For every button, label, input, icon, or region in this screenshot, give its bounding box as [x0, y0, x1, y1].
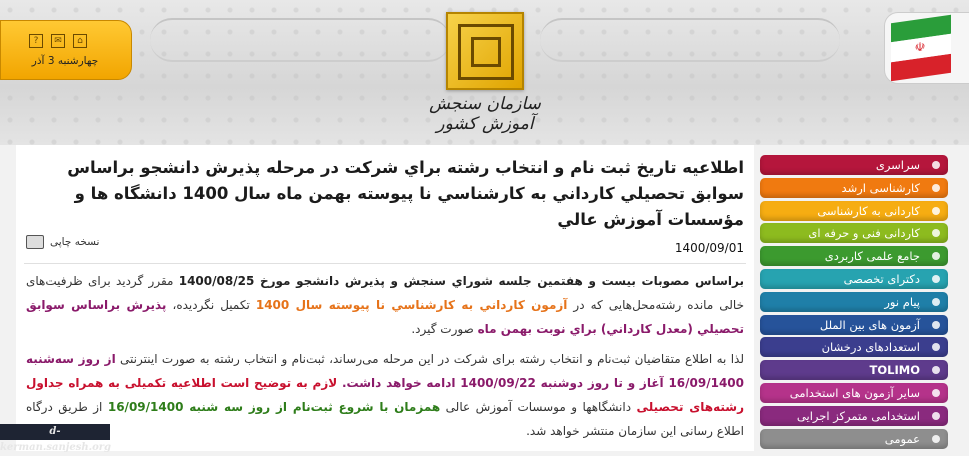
bullet-icon [932, 184, 940, 192]
quick-links [29, 34, 87, 48]
print-label: نسخه چاپی [50, 236, 100, 248]
menu-item-talents[interactable] [760, 337, 948, 357]
menu-item-central-employment[interactable] [760, 406, 948, 426]
menu-item-label: استخدامی متمرکز اجرایی [796, 408, 920, 423]
logo-emblem-inner [471, 37, 501, 67]
article-paragraph-2 [26, 347, 744, 443]
help-icon[interactable]: ? [29, 34, 43, 48]
bullet-icon [932, 366, 940, 374]
menu-item-general[interactable] [760, 429, 948, 449]
bullet-icon [932, 298, 940, 306]
mail-icon[interactable]: ✉ [51, 34, 65, 48]
p1-exam-name: آزمون كارداني به كارشناسي نا پيوسته سال 1400 [255, 298, 568, 312]
p2-text-2: دانشگاهها و موسسات آموزش عالی [440, 400, 637, 414]
menu-item-employment-exams[interactable] [760, 383, 948, 403]
p2-registration-dates: از روز سه‌شنبه 16/09/1400 آغاز و تا روز دوشنبه 1400/09/22 ادامه خواهد داشت. [26, 352, 744, 390]
menu-item-label: کاردانی فنی و حرفه ای [808, 226, 920, 241]
bullet-icon [932, 321, 940, 329]
menu-item-label: سراسری [875, 158, 920, 172]
bullet-icon [932, 207, 940, 215]
menu-item-doctorate[interactable] [760, 269, 948, 289]
menu-item-kardani-karshenasi[interactable] [760, 201, 948, 221]
flag-panel [884, 12, 969, 84]
p2-text-3: از طریق درگاه اطلاع رسانی این سازمان منتشر خواهد شد. [26, 400, 744, 438]
menu-item-label: آزمون های بین الملل [819, 317, 920, 332]
logo-emblem-icon [458, 24, 514, 80]
menu-item-arshad[interactable] [760, 178, 948, 198]
p2-notice: لازم به توضیح است اطلاعیه تکمیلی به همراه جداول رشته‌های تحصیلی [26, 376, 745, 414]
article-title: اطلاعيه تاريخ ثبت نام و انتخاب رشته براي شركت در مرحله پذيرش دانشجو براساس سوابق تحصيلي كارداني به كارشناسي نا پيوسته بهمن ماه سال 1400 دانشگاه ها و مؤسسات آموزش عالي [67, 158, 744, 229]
menu-item-elmi-karbordi[interactable] [760, 246, 948, 266]
p1-text-2: تکمیل نگردیده، [166, 298, 256, 312]
bullet-icon [932, 252, 940, 260]
news-article [16, 145, 754, 451]
exam-menu [760, 155, 948, 451]
home-icon[interactable]: ⌂ [73, 34, 87, 48]
article-date: 1400/09/01 [674, 241, 744, 255]
menu-item-tolimo[interactable] [760, 360, 948, 380]
menu-item-label: پیام نور [884, 294, 920, 309]
menu-item-label: استعدادهای درخشان [821, 340, 920, 355]
menu-item-label: جامع علمی کاربردی [824, 249, 920, 264]
header-ornament-right [540, 18, 840, 62]
menu-item-payam-noor[interactable] [760, 292, 948, 312]
menu-item-label: کاردانی به کارشناسی [817, 203, 920, 218]
menu-item-label: دکترای تخصصی [843, 271, 920, 286]
organization-name: سازمان سنجش آموزش کشور [429, 94, 541, 134]
iran-flag-icon: ☫ [891, 15, 951, 81]
bullet-icon [932, 161, 940, 169]
p1-admission: پذيرش براساس سوابق تحصيلي (معدل كارداني) براي نوبت بهمن ماه [26, 298, 744, 336]
bullet-icon [932, 435, 940, 443]
print-link[interactable] [26, 235, 99, 249]
p1-text-3: صورت گیرد. [411, 322, 478, 336]
current-date: چهارشنبه 3 آذر [31, 55, 99, 67]
bullet-icon [932, 229, 940, 237]
info-panel [0, 20, 132, 80]
site-domain-badge[interactable]: d-kerman.sanjesh.org [0, 426, 112, 453]
menu-item-sarasari[interactable] [760, 155, 948, 175]
p2-start-date: همزمان با شروع ثبت‌نام از روز سه شنبه 16/09/1400 [107, 400, 441, 414]
menu-item-international[interactable] [760, 315, 948, 335]
menu-item-label: سایر آزمون های استخدامی [789, 385, 920, 400]
p1-text: مقرر گردید برای ظرفیت‌های خالی مانده رشته‌محل‌هایی که در [26, 274, 745, 312]
bullet-icon [932, 343, 940, 351]
header-ornament-left [150, 18, 450, 62]
site-header [0, 0, 969, 145]
p1-resolution: براساس مصوبات بیست و هفتمین جلسه شوراي سنجش و پذيرش دانشجو مورخ 1400/08/25 [178, 274, 744, 288]
menu-item-label: کارشناسی ارشد [841, 180, 920, 195]
bullet-icon [932, 389, 940, 397]
menu-item-label: عمومی [884, 431, 920, 446]
article-paragraph-1 [26, 269, 744, 341]
menu-item-fani-herfei[interactable] [760, 223, 948, 243]
bullet-icon [932, 275, 940, 283]
p2-text: لذا به اطلاع متقاضیان ثبت‌نام و انتخاب رشته برای شرکت در این مرحله می‌رساند، ثبت‌نام و انتخاب رشته به صورت اینترنتی [115, 352, 744, 366]
menu-item-label: TOLIMO [869, 363, 920, 378]
bullet-icon [932, 412, 940, 420]
printer-icon [26, 235, 44, 249]
divider [24, 263, 746, 264]
organization-logo[interactable] [446, 12, 524, 90]
